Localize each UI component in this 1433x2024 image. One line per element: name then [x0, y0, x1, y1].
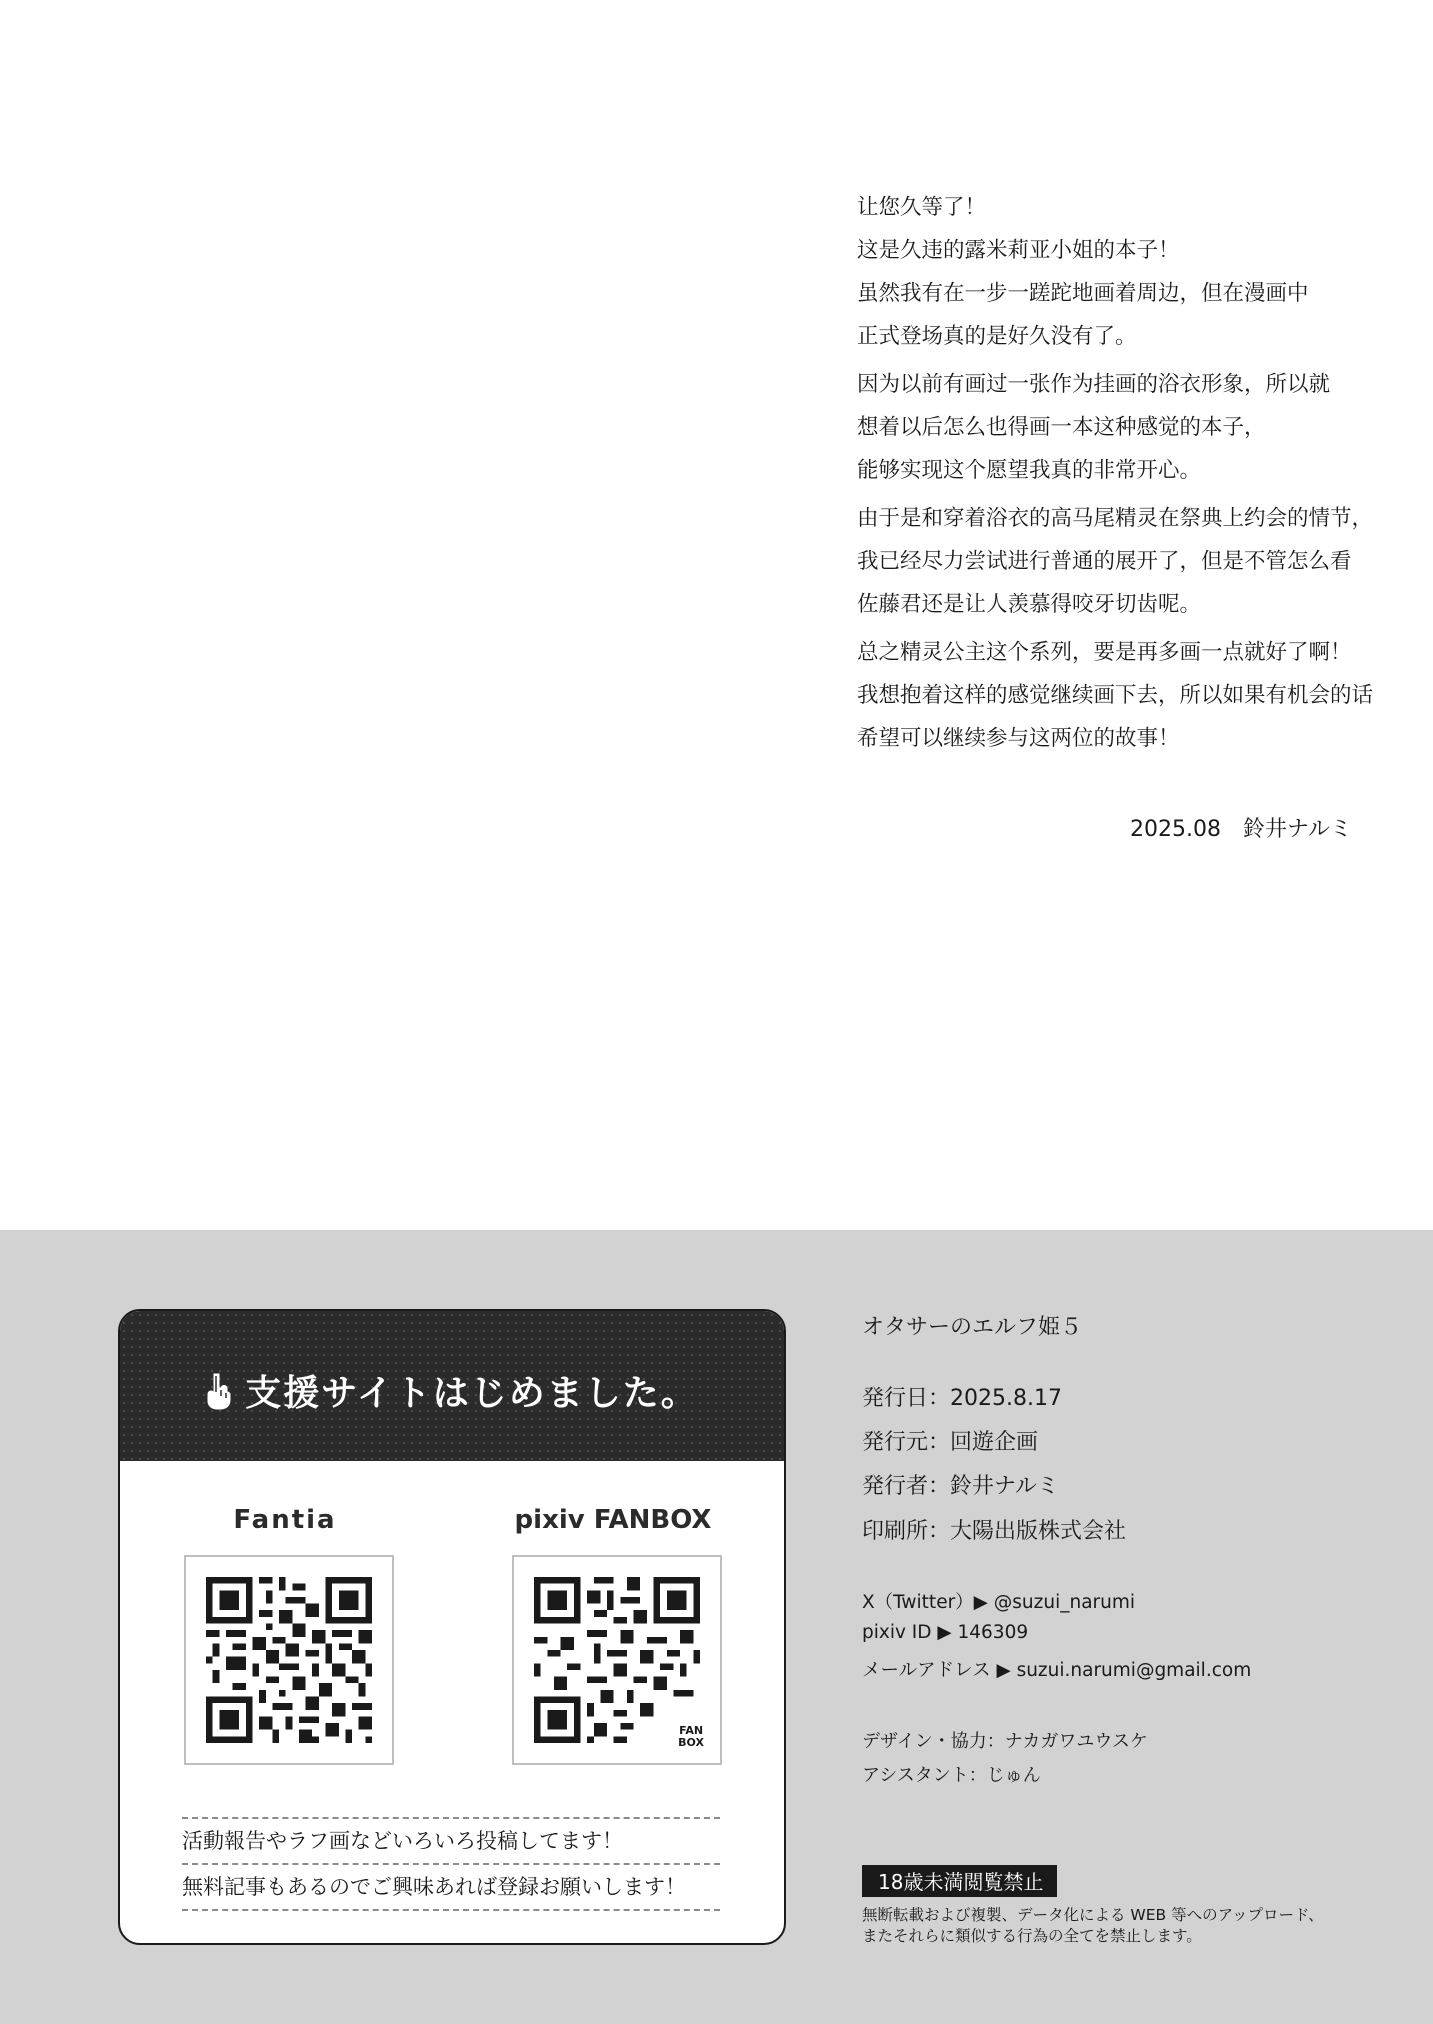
- afterword-line: 这是久违的露米莉亚小姐的本子！: [857, 238, 1180, 263]
- age-restriction-badge: 18歳未満閲覧禁止: [862, 1865, 1057, 1897]
- warning-line: 無断転載および複製、データ化による WEB 等へのアップロード、: [862, 1906, 1324, 1924]
- book-title: オタサーのエルフ姫５: [862, 1315, 1083, 1340]
- afterword-paragraph: [857, 631, 1417, 760]
- afterword-line: 能够实现这个愿望我真的非常开心。: [857, 458, 1202, 483]
- warning-line: またそれらに類似する行為の全てを禁止します。: [862, 1927, 1202, 1945]
- twitter-handle[interactable]: X（Twitter）▶ @suzui_narumi: [862, 1592, 1136, 1613]
- afterword-line: 正式登场真的是好久没有了。: [857, 324, 1137, 349]
- afterword-line: 我已经尽力尝试进行普通的展开了，但是不管怎么看: [857, 549, 1352, 574]
- support-card-title-row: [120, 1365, 784, 1419]
- afterword-line: 虽然我有在一步一蹉跎地画着周边，但在漫画中: [857, 281, 1309, 306]
- afterword-text: [857, 186, 1417, 765]
- support-note: 活動報告やラフ画などいろいろ投稿してます！: [182, 1829, 623, 1853]
- support-card-header: [120, 1311, 784, 1461]
- afterword-paragraph: [857, 363, 1417, 492]
- afterword-line: 让您久等了！: [857, 195, 987, 220]
- afterword-line: 我想抱着这样的感觉继续画下去，所以如果有机会的话: [857, 683, 1374, 708]
- copyright-warning: [862, 1905, 1324, 1947]
- publication-date: 発行日：2025.8.17: [862, 1386, 1062, 1411]
- afterword-line: 希望可以继续参与这两位的故事！: [857, 726, 1180, 751]
- support-site-card: [118, 1309, 786, 1945]
- fanbox-tag: [678, 1725, 704, 1749]
- fantia-label: Fantia: [233, 1505, 337, 1535]
- support-note: 無料記事もあるのでご興味あれば登録お願いします！: [182, 1875, 686, 1899]
- afterword-line: 想着以后怎么也得画一本这种感觉的本子，: [857, 415, 1266, 440]
- fanbox-label: pixiv FANBOX: [514, 1505, 712, 1535]
- fanbox-tag-line: FAN: [679, 1724, 704, 1737]
- fantia-qr-code[interactable]: [184, 1555, 394, 1765]
- afterword-date: 2025.08: [1130, 817, 1221, 842]
- design-credit: デザイン・協力：ナカガワユウスケ: [862, 1731, 1148, 1752]
- pointing-hand-icon: [205, 1372, 231, 1419]
- afterword-paragraph: [857, 186, 1417, 358]
- afterword-author: 鈴井ナルミ: [1242, 817, 1352, 842]
- assistant-credit: アシスタント：じゅん: [862, 1765, 1041, 1786]
- email-address[interactable]: メールアドレス ▶ suzui.narumi@gmail.com: [862, 1660, 1252, 1681]
- afterword-line: 因为以前有画过一张作为挂画的浴衣形象，所以就: [857, 372, 1331, 397]
- fanbox-qr-code[interactable]: [512, 1555, 722, 1765]
- afterword-paragraph: [857, 497, 1417, 626]
- afterword-line: 由于是和穿着浴衣的高马尾精灵在祭典上约会的情节，: [857, 506, 1374, 531]
- publisher: 発行元：回遊企画: [862, 1430, 1039, 1455]
- divider: [182, 1909, 720, 1911]
- fanbox-tag-line: BOX: [678, 1736, 704, 1749]
- support-card-title: 支援サイトはじめました。: [245, 1373, 699, 1414]
- qr-code-icon: [534, 1577, 700, 1743]
- issuer: 発行者：鈴井ナルミ: [862, 1474, 1059, 1499]
- afterword-line: 总之精灵公主这个系列，要是再多画一点就好了啊！: [857, 640, 1352, 665]
- pixiv-id[interactable]: pixiv ID ▶ 146309: [862, 1622, 1029, 1643]
- afterword-signature: [1130, 812, 1352, 843]
- qr-code-icon: [206, 1577, 372, 1743]
- printer: 印刷所：大陽出版株式会社: [862, 1519, 1127, 1544]
- support-notes: [182, 1817, 720, 1911]
- afterword-line: 佐藤君还是让人羡慕得咬牙切齿呢。: [857, 592, 1202, 617]
